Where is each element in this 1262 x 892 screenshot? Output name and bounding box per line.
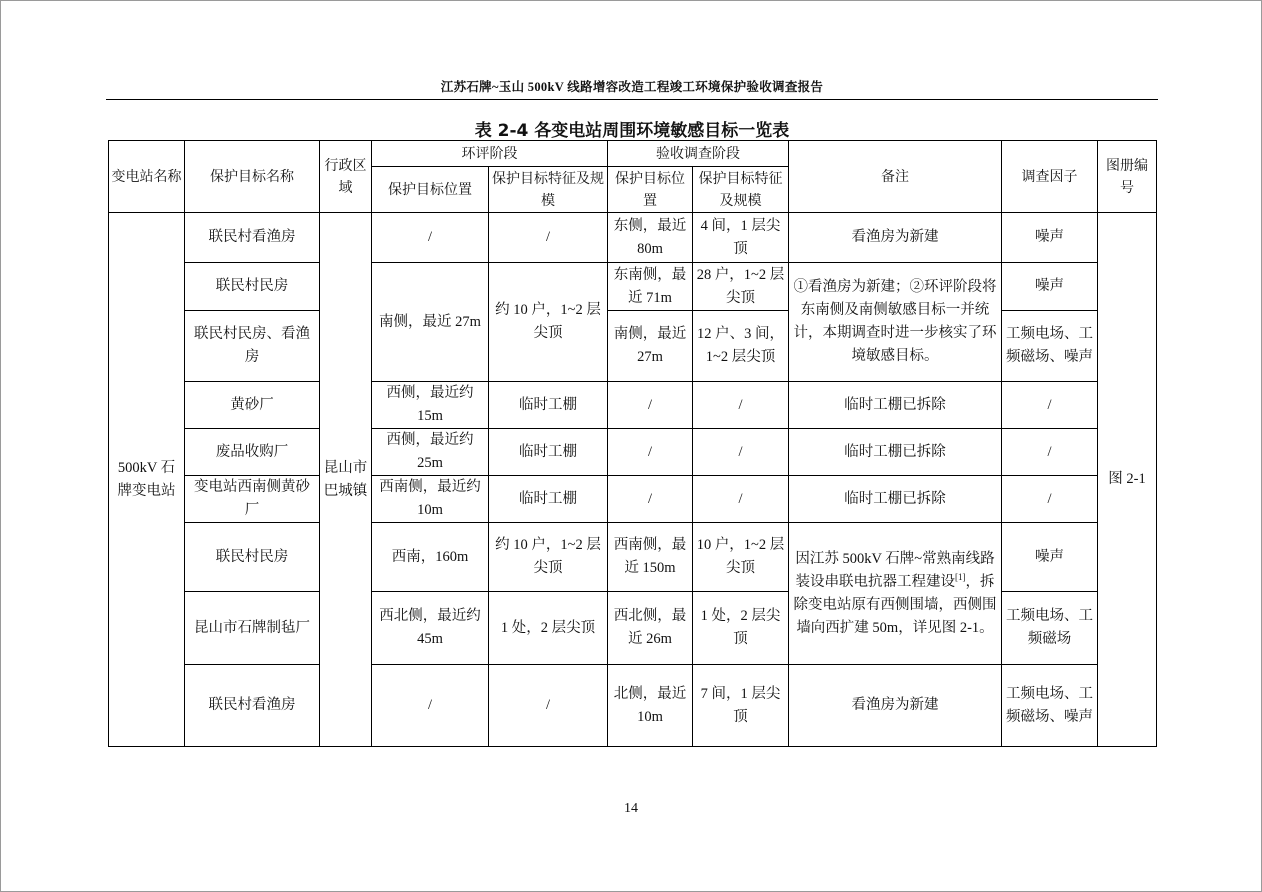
table-row — [109, 665, 1157, 747]
report-running-header: 江苏石牌~玉山 500kV 线路增容改造工程竣工环境保护验收调查报告 — [440, 80, 824, 94]
header-region: 行政区域 — [320, 141, 372, 213]
header-remark: 备注 — [789, 141, 1002, 213]
table-title: 表 2-4 各变电站周围环境敏感目标一览表 — [474, 121, 790, 141]
table-row — [109, 523, 1157, 592]
acc-feature-cell: 12 户、3 间，1~2 层尖顶 — [693, 311, 789, 382]
table-row — [109, 476, 1157, 523]
eia-position-cell: 西侧，最近约 25m — [372, 429, 489, 476]
eia-position-cell: / — [372, 665, 489, 747]
eia-position-cell: 西南，160m — [372, 523, 489, 592]
acc-position-cell: / — [608, 476, 693, 523]
target-cell: 联民村民房 — [185, 263, 320, 311]
eia-position-cell: 西侧，最近约 15m — [372, 382, 489, 429]
table-row — [109, 213, 1157, 263]
factor-cell: 工频电场、工频磁场 — [1002, 592, 1098, 665]
acc-feature-cell: / — [693, 429, 789, 476]
header-target: 保护目标名称 — [185, 141, 320, 213]
acc-position-cell: 北侧，最近 10m — [608, 665, 693, 747]
acc-feature-cell: 7 间，1 层尖顶 — [693, 665, 789, 747]
remark-cell: 临时工棚已拆除 — [789, 382, 1002, 429]
sensitive-targets-table — [108, 140, 1157, 747]
header-eia-position: 保护目标位置 — [372, 167, 489, 213]
acc-feature-cell: 1 处，2 层尖顶 — [693, 592, 789, 665]
acc-feature-cell: 10 户，1~2 层尖顶 — [693, 523, 789, 592]
acc-position-cell: 东南侧，最近 71m — [608, 263, 693, 311]
remark-text: ，拆除变电站原有西侧围墙，西侧围墙向西扩建 50m，详见图 2-1。 — [793, 573, 997, 636]
header-figure: 图册编号 — [1098, 141, 1157, 213]
header-acc-position: 保护目标位置 — [608, 167, 693, 213]
target-cell: 昆山市石牌制毡厂 — [185, 592, 320, 665]
factor-cell: 噪声 — [1002, 213, 1098, 263]
header-factor: 调查因子 — [1002, 141, 1098, 213]
eia-position-cell: 西北侧，最近约 45m — [372, 592, 489, 665]
target-cell: 废品收购厂 — [185, 429, 320, 476]
table-row — [109, 429, 1157, 476]
header-station: 变电站名称 — [109, 141, 185, 213]
target-cell: 黄砂厂 — [185, 382, 320, 429]
factor-cell: 工频电场、工频磁场、噪声 — [1002, 311, 1098, 382]
target-cell: 联民村看渔房 — [185, 213, 320, 263]
acc-position-cell: 西南侧，最近 150m — [608, 523, 693, 592]
remark-cell: ①看渔房为新建；②环评阶段将东南侧及南侧敏感目标一并统计，本期调查时进一步核实了环境敏感目标。 — [789, 263, 1002, 382]
region-cell: 昆山市巴城镇 — [320, 213, 372, 747]
eia-feature-cell: 临时工棚 — [489, 476, 608, 523]
target-cell: 联民村民房、看渔房 — [185, 311, 320, 382]
eia-position-cell: / — [372, 213, 489, 263]
remark-cell — [789, 523, 1002, 665]
target-cell: 联民村民房 — [185, 523, 320, 592]
header-rule — [106, 99, 1158, 100]
eia-position-cell: 南侧，最近 27m — [372, 263, 489, 382]
acc-position-cell: 西北侧，最近 26m — [608, 592, 693, 665]
header-eia-stage: 环评阶段 — [372, 141, 608, 167]
eia-feature-cell: 1 处，2 层尖顶 — [489, 592, 608, 665]
eia-feature-cell: 约 10 户，1~2 层尖顶 — [489, 523, 608, 592]
factor-cell: 工频电场、工频磁场、噪声 — [1002, 665, 1098, 747]
eia-feature-cell: / — [489, 213, 608, 263]
acc-feature-cell: 28 户，1~2 层尖顶 — [693, 263, 789, 311]
eia-position-cell: 西南侧，最近约 10m — [372, 476, 489, 523]
eia-feature-cell: 临时工棚 — [489, 382, 608, 429]
remark-cell: 临时工棚已拆除 — [789, 476, 1002, 523]
factor-cell: / — [1002, 382, 1098, 429]
eia-feature-cell: 临时工棚 — [489, 429, 608, 476]
acc-position-cell: / — [608, 382, 693, 429]
remark-cell: 临时工棚已拆除 — [789, 429, 1002, 476]
header-acc-feature: 保护目标特征及规模 — [693, 167, 789, 213]
acc-position-cell: / — [608, 429, 693, 476]
table-row — [109, 382, 1157, 429]
factor-cell: / — [1002, 429, 1098, 476]
acc-feature-cell: / — [693, 382, 789, 429]
factor-cell: 噪声 — [1002, 263, 1098, 311]
reference-marker: [1] — [955, 571, 966, 582]
factor-cell: 噪声 — [1002, 523, 1098, 592]
eia-feature-cell: / — [489, 665, 608, 747]
acc-position-cell: 南侧，最近 27m — [608, 311, 693, 382]
page-number: 14 — [624, 801, 638, 816]
header-acceptance-stage: 验收调查阶段 — [608, 141, 789, 167]
table-row — [109, 263, 1157, 311]
remark-cell: 看渔房为新建 — [789, 665, 1002, 747]
header-eia-feature: 保护目标特征及规模 — [489, 167, 608, 213]
remark-cell: 看渔房为新建 — [789, 213, 1002, 263]
target-cell: 联民村看渔房 — [185, 665, 320, 747]
target-cell: 变电站西南侧黄砂厂 — [185, 476, 320, 523]
factor-cell: / — [1002, 476, 1098, 523]
remark-text: 因江苏 500kV 石牌~常熟南线路装设串联电抗器工程建设 — [795, 550, 995, 590]
acc-position-cell: 东侧，最近 80m — [608, 213, 693, 263]
figure-cell: 图 2-1 — [1098, 213, 1157, 747]
acc-feature-cell: 4 间，1 层尖顶 — [693, 213, 789, 263]
station-cell: 500kV 石牌变电站 — [109, 213, 185, 747]
acc-feature-cell: / — [693, 476, 789, 523]
eia-feature-cell: 约 10 户，1~2 层尖顶 — [489, 263, 608, 382]
